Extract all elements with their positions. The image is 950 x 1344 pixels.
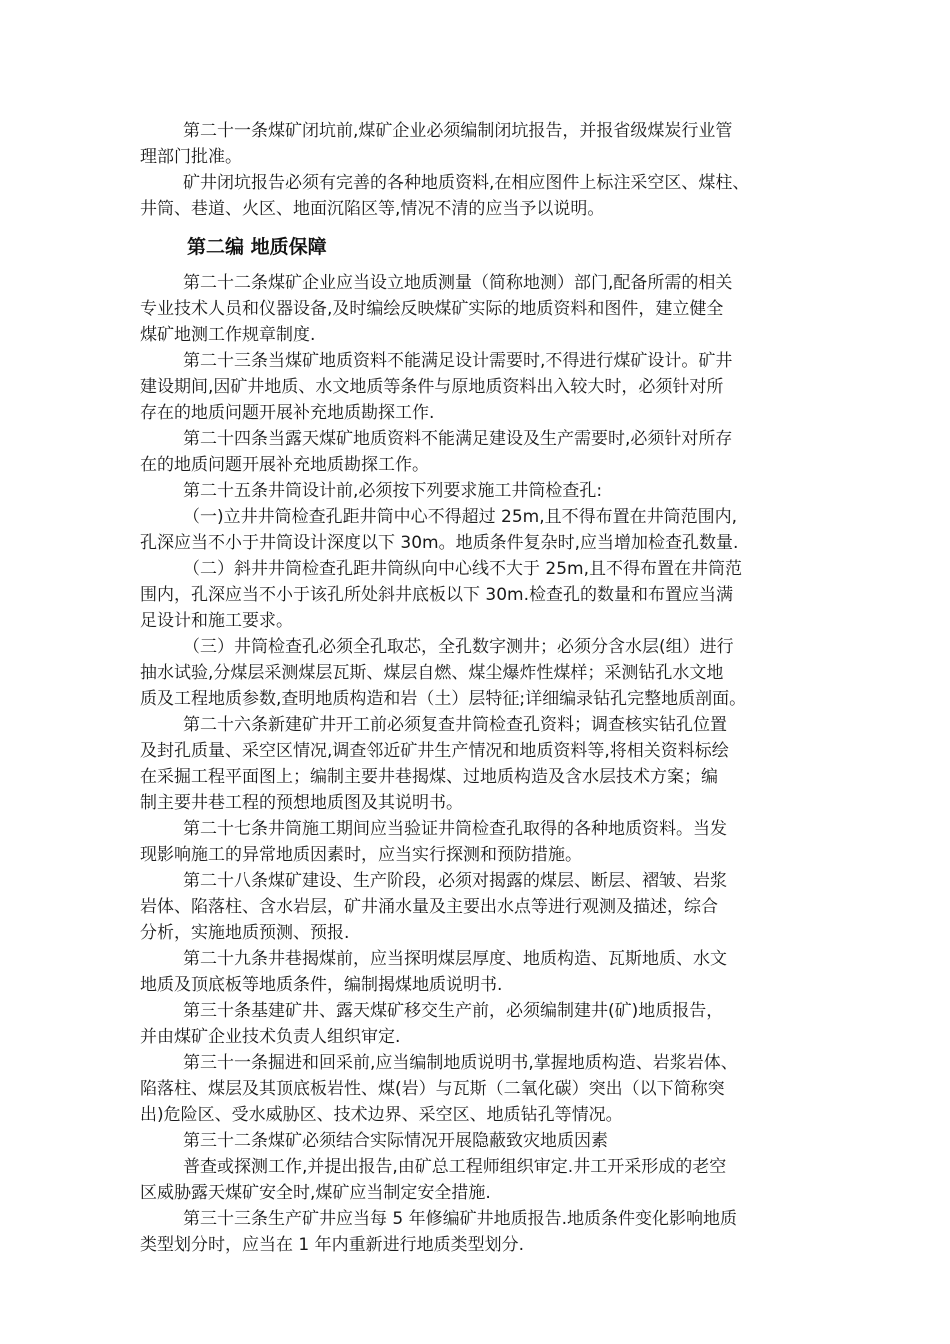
text-line: 专业技术人员和仪器设备,及时编绘反映煤矿实际的地质资料和图件，建立健全 xyxy=(140,299,724,319)
text-line: 质及工程地质参数,查明地质构造和岩（土）层特征;详细编录钻孔完整地质剖面。 xyxy=(140,689,747,709)
text-line: 理部门批准。 xyxy=(140,147,242,167)
paragraph xyxy=(140,170,808,222)
text-line: 第三十一条掘进和回采前,应当编制地质说明书,掌握地质构造、岩浆岩体、 xyxy=(183,1053,738,1073)
paragraph xyxy=(140,1128,808,1154)
paragraph xyxy=(140,998,808,1050)
paragraph xyxy=(140,946,808,998)
document-page xyxy=(140,118,808,1258)
paragraph xyxy=(140,426,808,478)
text-line: 区威胁露天煤矿安全时,煤矿应当制定安全措施. xyxy=(140,1183,491,1203)
paragraph xyxy=(140,118,808,170)
paragraph xyxy=(140,868,808,946)
text-line: 孔深应当不小于井筒设计深度以下 30m。地质条件复杂时,应当增加检查孔数量. xyxy=(140,533,739,553)
text-line: 第二十七条井筒施工期间应当验证井筒检查孔取得的各种地质资料。当发 xyxy=(183,819,727,839)
text-line: 围内，孔深应当不小于该孔所处斜井底板以下 30m.检查孔的数量和布置应当满 xyxy=(140,585,733,605)
paragraph xyxy=(140,504,808,556)
paragraph xyxy=(140,348,808,426)
text-line: 第三十条基建矿井、露天煤矿移交生产前，必须编制建井(矿)地质报告， xyxy=(183,1001,724,1021)
text-line: 出)危险区、受水威胁区、技术边界、采空区、地质钻孔等情况。 xyxy=(140,1105,623,1125)
text-line: 地质及顶底板等地质条件，编制揭煤地质说明书. xyxy=(140,975,503,995)
text-line: 建设期间,因矿井地质、水文地质等条件与原地质资料出入较大时，必须针对所 xyxy=(140,377,724,397)
text-line: 第二十九条井巷揭煤前，应当探明煤层厚度、地质构造、瓦斯地质、水文 xyxy=(183,949,727,969)
paragraph xyxy=(140,556,808,634)
text-line: 制主要井巷工程的预想地质图及其说明书。 xyxy=(140,793,463,813)
text-line: 岩体、陷落柱、含水岩层，矿井涌水量及主要出水点等进行观测及描述，综合 xyxy=(140,897,718,917)
paragraph xyxy=(140,1206,808,1258)
text-line: 第二十六条新建矿井开工前必须复查井筒检查孔资料；调查核实钻孔位置 xyxy=(183,715,727,735)
text-line: 分析，实施地质预测、预报. xyxy=(140,923,350,943)
section-heading: 第二编 地质保障 xyxy=(187,236,327,258)
paragraph xyxy=(140,270,808,348)
paragraph xyxy=(140,1154,808,1206)
text-line: 第三十三条生产矿井应当每 5 年修编矿井地质报告.地质条件变化影响地质 xyxy=(183,1209,738,1229)
paragraph xyxy=(140,712,808,816)
text-line: 第二十八条煤矿建设、生产阶段，必须对揭露的煤层、断层、褶皱、岩浆 xyxy=(183,871,727,891)
text-line: 及封孔质量、采空区情况,调查邻近矿井生产情况和地质资料等,将相关资料标绘 xyxy=(140,741,729,761)
text-line: 第三十二条煤矿必须结合实际情况开展隐蔽致灾地质因素 xyxy=(183,1131,608,1151)
paragraph xyxy=(140,478,808,504)
text-line: 第二十五条井筒设计前,必须按下列要求施工井筒检查孔: xyxy=(183,481,603,501)
text-line: （三）井筒检查孔必须全孔取芯，全孔数字测井；必须分含水层(组）进行 xyxy=(183,637,734,657)
text-line: 第二十一条煤矿闭坑前,煤矿企业必须编制闭坑报告，并报省级煤炭行业管 xyxy=(183,121,733,141)
paragraph xyxy=(140,1050,808,1128)
text-line: 井筒、巷道、火区、地面沉陷区等,情况不清的应当予以说明。 xyxy=(140,199,605,219)
text-line: 在采掘工程平面图上；编制主要井巷揭煤、过地质构造及含水层技术方案；编 xyxy=(140,767,718,787)
text-line: 陷落柱、煤层及其顶底板岩性、煤(岩）与瓦斯（二氧化碳）突出（以下简称突 xyxy=(140,1079,725,1099)
text-line: 在的地质问题开展补充地质勘探工作。 xyxy=(140,455,429,475)
text-line: （二）斜井井筒检查孔距井筒纵向中心线不大于 25m,且不得布置在井筒范 xyxy=(183,559,742,579)
text-line: 第二十二条煤矿企业应当设立地质测量（简称地测）部门,配备所需的相关 xyxy=(183,273,733,293)
text-line: 足设计和施工要求。 xyxy=(140,611,293,631)
paragraph xyxy=(140,634,808,712)
paragraph xyxy=(140,816,808,868)
text-line: 煤矿地测工作规章制度. xyxy=(140,325,316,345)
text-line: 现影响施工的异常地质因素时，应当实行探测和预防措施。 xyxy=(140,845,582,865)
text-line: 存在的地质问题开展补充地质勘探工作. xyxy=(140,403,435,423)
text-line: 第二十三条当煤矿地质资料不能满足设计需要时,不得进行煤矿设计。矿井 xyxy=(183,351,733,371)
text-line: （一)立井井筒检查孔距井筒中心不得超过 25m,且不得布置在井筒范围内, xyxy=(183,507,738,527)
text-line: 第二十四条当露天煤矿地质资料不能满足建设及生产需要时,必须针对所存 xyxy=(183,429,733,449)
text-line: 抽水试验,分煤层采测煤层瓦斯、煤层自燃、煤尘爆炸性煤样；采测钻孔水文地 xyxy=(140,663,724,683)
text-line: 普查或探测工作,并提出报告,由矿总工程师组织审定.井工开采形成的老空 xyxy=(183,1157,727,1177)
text-line: 并由煤矿企业技术负责人组织审定. xyxy=(140,1027,401,1047)
text-line: 矿井闭坑报告必须有完善的各种地质资料,在相应图件上标注采空区、煤柱、 xyxy=(183,173,750,193)
text-line: 类型划分时，应当在 1 年内重新进行地质类型划分. xyxy=(140,1235,525,1255)
